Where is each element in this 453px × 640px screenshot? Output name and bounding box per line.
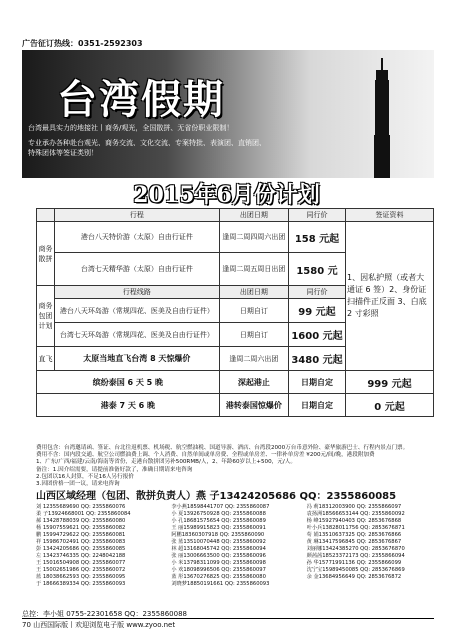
note-line: 费用不含：国内段交通、航空公司燃油费上调、个人消费、自然单间或单房费、全程或单房差、一律补单房差 ¥200元/间/晚，港段附加费 bbox=[36, 452, 375, 459]
contact-line: 杨 15907559621 QQ: 2355860082 bbox=[36, 525, 126, 531]
contact-line: 颜茜茜18523372173 QQ: 2355866094 bbox=[306, 553, 405, 559]
section-label: 商务包团计划 bbox=[37, 286, 55, 347]
contact-line: 鹏 15994729622 QQ: 2355860081 bbox=[36, 532, 126, 538]
contact-line: 小 米13798311099 QQ: 2355860098 bbox=[171, 560, 266, 566]
contact-line: 袁扬洲18566653144 QQ: 2355860092 bbox=[306, 511, 405, 517]
contact-line: 彭 13424205686 QQ: 2355860085 bbox=[36, 546, 126, 552]
contact-line: 刘 12355689690 QQ: 2355860076 bbox=[36, 504, 126, 510]
route-cell: 港台八天环岛游（常规四花、医美及自由行证件） bbox=[55, 299, 220, 323]
contacts-column bbox=[307, 504, 436, 588]
contact-line: 祥 15986702491 QQ: 2355860083 bbox=[36, 539, 126, 545]
contacts-column bbox=[171, 504, 300, 588]
date-cell: 逢周二周五周日出团 bbox=[219, 253, 288, 286]
contact-line: 于 18666389334 QQ: 2355860093 bbox=[36, 581, 126, 587]
note-line: 费用包含：台湾邀请函、签证、台北往返机票、机场税、航空燃油税、国道导游、酒店、台湾段2000万台币意外险、豪华旅游巴士、行程内景点门票。 bbox=[36, 445, 409, 451]
hero-line-3: 特殊团体等签证类别！ bbox=[28, 149, 98, 157]
contact-line: 郝 13428788039 QQ: 2355860080 bbox=[36, 518, 126, 524]
contact-line: 孙 华15771991136 QQ: 2355866099 bbox=[306, 560, 402, 566]
date-cell: 日期自订 bbox=[219, 323, 288, 347]
taipei-101-icon bbox=[368, 58, 396, 178]
date-cell: 港转泰国惊爆价 bbox=[219, 394, 288, 417]
contact-line: 杨 峰15927940403 QQ: 2853676868 bbox=[306, 518, 402, 524]
contact-line: 小 孔18681575654 QQ: 2355860089 bbox=[171, 518, 266, 524]
route-cell: 港泰 7 天 6 晚 bbox=[37, 394, 220, 417]
hero-banner bbox=[22, 50, 434, 178]
price-cell: 1580 元 bbox=[288, 253, 345, 286]
contact-line: 柔 子13924668001 QQ: 2355860084 bbox=[36, 511, 131, 517]
contact-line: 王 15002651986 QQ: 2355860072 bbox=[36, 567, 126, 573]
contact-line: 林 超13168045742 QQ: 2355860094 bbox=[171, 546, 266, 552]
price-cell: 99 元起 bbox=[288, 299, 345, 323]
hero-line-2: 专业承办各种赴台观光、商务交流、文化交流、专案特批、表演团、直销团、 bbox=[28, 139, 266, 147]
price-cell: 0 元起 bbox=[346, 394, 434, 417]
contact-line: 叶小兵13828011756 QQ: 2853676871 bbox=[306, 525, 405, 531]
contact-line: 小 欢18098996506 QQ: 2355860097 bbox=[171, 567, 266, 573]
price-cell: 3480 元起 bbox=[288, 347, 345, 371]
route-cell: 台湾七天精华游（太原）自由行证件 bbox=[55, 253, 220, 286]
table-subheader: 行程线路 bbox=[55, 286, 220, 299]
date-cell: 逢周二周四周六出团 bbox=[219, 222, 288, 253]
contacts-column bbox=[36, 504, 165, 588]
table-header: 出团日期 bbox=[219, 209, 288, 222]
itinerary-table bbox=[36, 208, 434, 417]
page-bar: 70 山西国际版丨欢迎浏览电子版 www.zyoo.net bbox=[22, 618, 434, 630]
date-cell: 逢周二周六出团 bbox=[219, 347, 288, 371]
table-header bbox=[37, 209, 55, 222]
section-label: 商务散拼 bbox=[37, 222, 55, 286]
route-cell: 台湾七天环岛游（常规四花、医美及自由行证件） bbox=[55, 323, 220, 347]
contact-line: 刘晓梦18850191661 QQ: 2355860093 bbox=[171, 581, 270, 587]
contact-line: 王 15016504908 QQ: 2355860077 bbox=[36, 560, 126, 566]
route-cell: 缤纷泰国 6 天 5 晚 bbox=[37, 371, 220, 394]
contact-line: 王 丽15989915823 QQ: 2355860091 bbox=[171, 525, 266, 531]
note-line: 1、广东/广西/福建/云南/海南等省份，走港台散拼团另补500RMB/人，2、年龄60岁以上+500，元/人。 bbox=[36, 459, 296, 466]
contact-line: 蓝 彤13670276825 QQ: 2355860080 bbox=[171, 574, 266, 580]
contact-line: 阿鹏18360307918 QQ: 2355860090 bbox=[171, 532, 265, 538]
table-header: 同行价 bbox=[288, 209, 345, 222]
hero-line-1: 台湾最具实力的地接社丨商务/观光，全国散拼、无省份职业限制！ bbox=[28, 124, 234, 132]
contact-line: 李小燕18598441707 QQ: 2355860087 bbox=[171, 504, 270, 510]
date-cell: 日期自定 bbox=[288, 371, 345, 394]
contact-line: 余 金13684956649 QQ: 2853676872 bbox=[306, 574, 402, 580]
route-cell: 港台八天特价游（太原）自由行证件 bbox=[55, 222, 220, 253]
section-label: 直飞 bbox=[37, 347, 55, 371]
table-subheader: 出团日期 bbox=[219, 286, 288, 299]
hero-title: 台湾假期 bbox=[57, 76, 225, 123]
contacts-title: 山西区域经理（包团、散拼负责人）燕 子13424205686 QQ：2355860085 bbox=[36, 491, 397, 502]
visa-cell: 1、因私护照（或者大通证 6 签）2、身份证扫描件正反面 3、白底 2 寸彩照 bbox=[346, 222, 434, 371]
plan-title: 2015年6月份计划 bbox=[133, 182, 320, 208]
table-header: 签证资料 bbox=[346, 209, 434, 222]
note-line: 2.包团以16人封算，不足16人另行报价 bbox=[36, 473, 134, 480]
table-header: 行程 bbox=[55, 209, 220, 222]
contact-line: 苟 娟13510637325 QQ: 2853676866 bbox=[306, 532, 402, 538]
top-hotline: 广告征订热线：0351-2592303 bbox=[22, 39, 143, 48]
contact-line: 刘丽娜13424385270 QQ: 2853676870 bbox=[306, 546, 405, 552]
contact-line: 黄 琳13417596845 QQ: 2853676867 bbox=[306, 539, 402, 545]
price-cell: 158 元起 bbox=[288, 222, 345, 253]
note-line: 备注：1.因介绍需要，请提前准备好款了，准确日期请来电咨询 bbox=[36, 466, 193, 473]
contact-line: 冯 莉18312003900 QQ: 2355866097 bbox=[306, 504, 402, 510]
contact-line: 沈宁宝15989450085 QQ: 2853676869 bbox=[306, 567, 405, 573]
contacts-block bbox=[36, 487, 436, 588]
route-cell: 太原当地直飞台湾 8 天惊爆价 bbox=[55, 347, 220, 371]
price-cell: 999 元起 bbox=[346, 371, 434, 394]
contact-line: 蓝 18038662593 QQ: 2355860095 bbox=[36, 574, 126, 580]
table-subheader: 同行价 bbox=[288, 286, 345, 299]
notes-block bbox=[36, 445, 436, 488]
footer-contact: 总控：李小姐 0755-22301658 QQ：2355860088 bbox=[22, 610, 187, 618]
date-cell: 日期自订 bbox=[219, 299, 288, 323]
date-cell: 日期自定 bbox=[288, 394, 345, 417]
contact-line: 小 夏13926750928 QQ: 2355860088 bbox=[171, 511, 266, 517]
date-cell: 深起港止 bbox=[219, 371, 288, 394]
note-line: 3.因团价格一团一议，请来电咨询 bbox=[36, 481, 120, 488]
contact-line: 张 丽13006663500 QQ: 2355860096 bbox=[171, 553, 266, 559]
contact-line: 张 蓝13510070448 QQ: 2355860092 bbox=[171, 539, 266, 545]
price-cell: 1600 元起 bbox=[288, 323, 345, 347]
contact-line: 左 13423746335 QQ: 2248042188 bbox=[36, 553, 126, 559]
